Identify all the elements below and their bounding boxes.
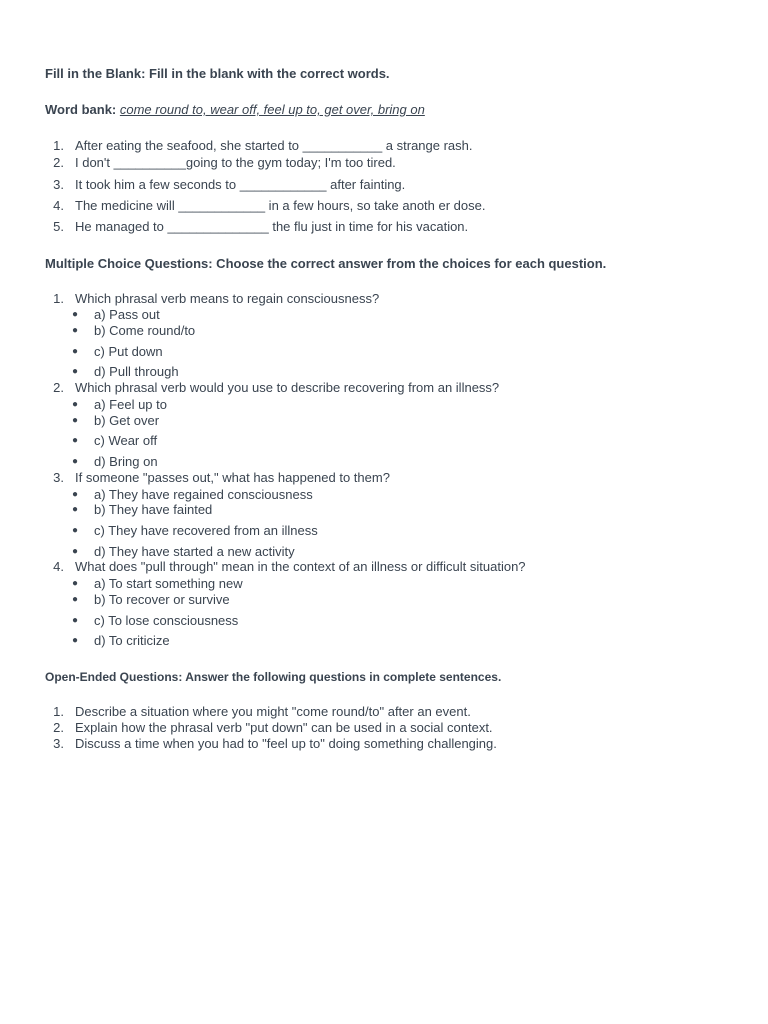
- word-bank: [45, 102, 425, 118]
- worksheet-page: Fill in the Blank: Fill in the blank with the correct words. Word bank: come round to, wear off, feel up to, get over, bring on 1. After eating the seafood, she started to ___________ a strange rash. 2. I don't __________going to the gym today; I'm too tired. 3. It took him a few seconds to ____________ after fainting. 4. The medicine will ____________ in a few hours, so take anoth er dose. 5. He managed to ______________ the flu just in time for his vacation. Multiple Choice Questions: Choose the correct answer from the choices for each question. 1. Which phrasal verb means to regain consciousness? ● a) Pass out ● b) Come round/to ● c) Put down ● d) Pull through 2. Which phrasal verb would you use to describe recovering from an illness? ● a) Feel up to ● b) Get over ● c) Wear off ● d) Bring on 3. If someone "passes out," what has happened to them? ● a) They have regained consciousness ● b) They have fainted ● c) They have recovered from an illness ● d) They have started a new activity 4. What does "pull through" mean in the context of an illness or difficult situation? ● a) To start something new ● b) To recover or survive ● c) To lose consciousness ● d) To criticize Open-Ended Questions: Answer the following questions in complete sentences. 1. Describe a situation where you might "come round/to" after an event. 2. Explain how the phrasal verb "put down" can be used in a social context. 3. Discuss a time when you had to "feel up to" doing something challenging.: [45, 66, 607, 751]
- mcq-heading: Multiple Choice Questions: Choose the correct answer from the choices for each question.: [45, 256, 607, 271]
- word-bank-label: Word bank:: [45, 102, 120, 117]
- fill-blank-heading: Fill in the Blank: Fill in the blank with the correct words.: [45, 66, 390, 81]
- open-ended-heading: Open-Ended Questions: Answer the following questions in complete sentences.: [45, 670, 502, 684]
- word-bank-words: come round to, wear off, feel up to, get over, bring on: [119, 102, 425, 117]
